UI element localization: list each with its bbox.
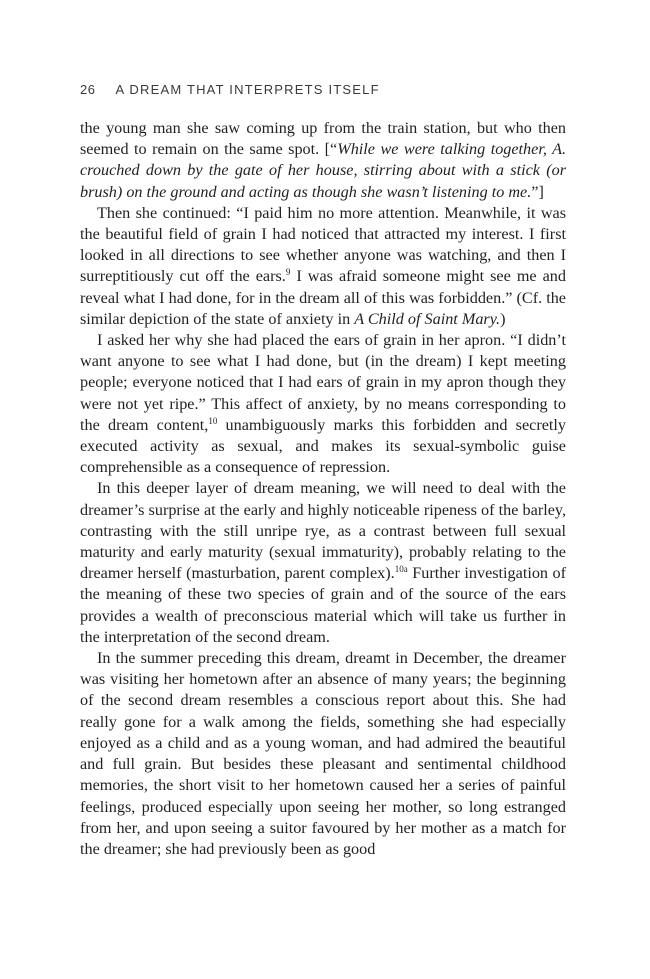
paragraph <box>80 648 566 860</box>
paragraph <box>80 330 566 478</box>
footnote-marker: 10a <box>394 564 408 575</box>
text-run: the young man she saw coming up from the train station, but who then seemed to remain on the same spot. [“ <box>80 119 566 159</box>
paragraph <box>80 203 566 330</box>
text-run: In the summer preceding this dream, dreamt in December, the dreamer was visiting her hometown after an absence of many years; the beginning of the second dream resembles a conscious report about this. She had really gone for a walk among the fields, something she had especially enjoyed as a child and as a young woman, and had admired the beautiful and full grain. But besides these pleasant and sentimental childhood memories, the short visit to her hometown caused her a series of painful feelings, produced especially upon seeing her mother, so long estranged from her, and upon seeing a suitor favoured by her mother as a match for the dreamer; she had previously been as good <box>80 649 566 858</box>
running-title: A DREAM THAT INTERPRETS ITSELF <box>115 82 380 97</box>
running-head <box>80 82 380 97</box>
text-run: Further investigation of the meaning of these two species of grain and of the source of the ears provides a wealth of preconscious material which will take us further in the interpretation of the second dream. <box>80 564 567 646</box>
footnote-marker: 10 <box>208 415 218 426</box>
italic-text: While we were talking together, A. crouched down by the gate of her house, stirring about with a stick (or brush) on the ground and acting as though she wasn’t listening to me. <box>80 140 567 201</box>
body-text <box>80 118 566 860</box>
text-run: ”] <box>531 182 544 201</box>
text-run: ) <box>500 309 506 328</box>
text-run: unambiguously marks this forbidden and secretly executed activity as sexual, and makes its sexual-symbolic guise comprehensible as a consequence of repression. <box>80 415 567 477</box>
footnote-marker: 9 <box>285 267 291 278</box>
page-number: 26 <box>80 82 96 97</box>
paragraph <box>80 478 566 648</box>
italic-text: A Child of Saint Mary. <box>354 309 501 328</box>
text-run: I was afraid someone might see me and reveal what I had done, for in the dream all of this was forbidden.” (Cf. the similar depiction of the state of anxiety in <box>80 267 566 328</box>
paragraph <box>80 118 566 203</box>
text-run: I asked her why she had placed the ears of grain in her apron. “I didn’t want anyone to see what I had done, but (in the dream) I kept meeting people; everyone noticed that I had ears of grain in my apron though they were not yet ripe.” This affect of anxiety, by no means corresponding to the dream content, <box>80 331 566 434</box>
text-run: Then she continued: “I paid him no more attention. Meanwhile, it was the beautiful field of grain I had noticed that attracted my interest. I first looked in all directions to see whether anyone was watching, and then I surreptitiously cut off the ears. <box>80 203 566 286</box>
text-run: In this deeper layer of dream meaning, we will need to deal with the dreamer’s surprise at the early and highly noticeable ripeness of the barley, contrasting with the still unripe rye, as a contrast between full sexual maturity and early maturity (sexual immaturity), probably relating to the dreamer herself (masturbation, parent complex). <box>80 479 566 583</box>
